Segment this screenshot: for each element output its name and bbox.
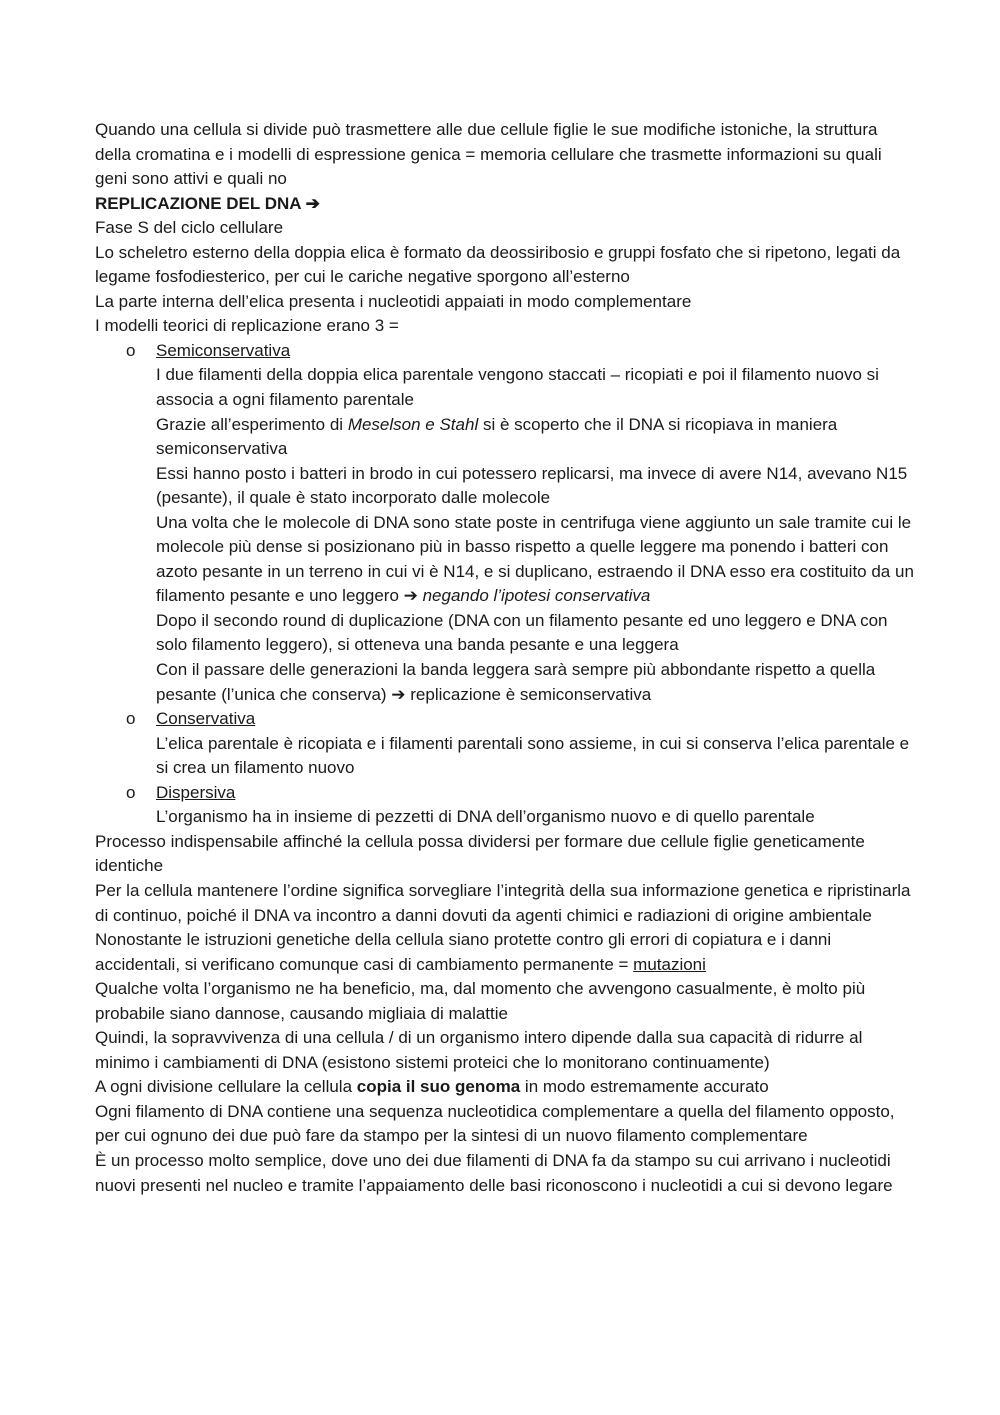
italic-text: negando l’ipotesi conservativa — [417, 586, 651, 606]
text-line: I modelli teorici di replicazione erano 3 = — [95, 316, 399, 336]
text-line: Processo indispensabile affinché la cellula possa dividersi per formare due cellule figlie geneticamente identiche — [95, 831, 865, 876]
intro-paragraph: Quando una cellula si divide può trasmettere alle due cellule figlie le sue modifiche istoniche, la struttura della cromatina e i modelli di espressione genica = memoria cellulare che trasmette informazioni su quali geni sono attivi e quali no — [95, 120, 882, 189]
bullet-icon: o — [126, 782, 136, 802]
arrow-right-icon: ➔ — [391, 684, 406, 704]
text-span: Una volta che le molecole di DNA sono state poste in centrifuga viene aggiunto un sale tramite cui le molecole più dense si posizionano più in basso rispetto a quelle leggere ma ponendo i batteri con azoto pesante in un terreno in cui vi è N14, e si duplicano, estraendo il DNA esso era costituito da un filamento pesante e uno leggero — [156, 512, 914, 606]
text-line: Dopo il secondo round di duplicazione (DNA con un filamento pesante ed uno leggero e DNA con solo filamento leggero), si otteneva una banda pesante e una leggera — [156, 610, 888, 655]
text-line: Essi hanno posto i batteri in brodo in cui potessero replicarsi, ma invece di avere N14, avevano N15 (pesante), il quale è stato incorporato dalle molecole — [156, 463, 908, 508]
italic-text: Meselson e Stahl — [347, 414, 479, 434]
text-line — [95, 1075, 915, 1100]
section-heading — [95, 192, 915, 217]
text-line — [95, 413, 915, 462]
text-line: Lo scheletro esterno della doppia elica è formato da deossiribosio e gruppi fosfato che si ripetono, legati da legame fosfodiesterico, per cui le cariche negative sporgono all’esterno — [95, 242, 901, 287]
list-item-title: Semiconservativa — [156, 340, 291, 360]
text-line: I due filamenti della doppia elica parentale vengono staccati – ricopiati e poi il filamento nuovo si associa a ogni filamento parentale — [156, 365, 879, 410]
text-span: Nonostante le istruzioni genetiche della cellula siano protette contro gli errori di copiatura e i danni accidentali, si verificano comunque casi di cambiamento permanente = — [95, 930, 832, 974]
bullet-icon: o — [126, 709, 136, 729]
heading-text: REPLICAZIONE DEL DNA — [95, 193, 301, 213]
list-item-dispersiva — [95, 781, 915, 806]
text-span: Grazie all’esperimento di — [156, 414, 348, 434]
text-line — [95, 658, 915, 707]
text-span: Con il passare delle generazioni la banda leggera sarà sempre più abbondante rispetto a quella pesante (l’unica che conserva) — [156, 660, 876, 704]
text-span: replicazione è semiconservativa — [405, 684, 652, 704]
document-page — [95, 118, 915, 1198]
text-line: Ogni filamento di DNA contiene una sequenza nucleotidica complementare a quella del filamento opposto, per cui ognuno dei due può fare da stampo per la sintesi di un nuovo filamento complementare — [95, 1101, 895, 1146]
text-line: L’organismo ha in insieme di pezzetti di DNA dell’organismo nuovo e di quello parentale — [156, 807, 815, 827]
underlined-text: mutazioni — [633, 954, 706, 974]
list-item-title: Conservativa — [156, 709, 256, 729]
text-line: Fase S del ciclo cellulare — [95, 218, 284, 238]
bullet-icon: o — [126, 340, 136, 360]
text-line — [95, 928, 915, 977]
list-item-title: Dispersiva — [156, 782, 236, 802]
text-span: in modo estremamente accurato — [520, 1077, 769, 1097]
text-span: si è scoperto che il DNA si ricopiava in maniera semiconservativa — [156, 414, 838, 459]
text-line: La parte interna dell’elica presenta i nucleotidi appaiati in modo complementare — [95, 291, 692, 311]
arrow-right-icon: ➔ — [305, 193, 320, 213]
list-item-conservativa — [95, 707, 915, 732]
list-item-semiconservativa — [95, 339, 915, 364]
text-line: Per la cellula mantenere l’ordine significa sorvegliare l’integrità della sua informazione genetica e ripristinarla di continuo, poiché il DNA va incontro a danni dovuti da agenti chimici e radiazioni di origine ambientale — [95, 880, 911, 925]
bold-text: copia il suo genoma — [356, 1077, 521, 1097]
arrow-right-icon: ➔ — [403, 586, 418, 606]
text-span: A ogni divisione cellulare la cellula — [95, 1077, 357, 1097]
text-line: L’elica parentale è ricopiata e i filamenti parentali sono assieme, in cui si conserva l’elica parentale e si crea un filamento nuovo — [156, 733, 910, 778]
text-line: Qualche volta l’organismo ne ha beneficio, ma, dal momento che avvengono casualmente, è molto più probabile siano dannose, causando migliaia di malattie — [95, 979, 866, 1023]
text-line — [95, 511, 915, 609]
text-line: Quindi, la sopravvivenza di una cellula / di un organismo intero dipende dalla sua capacità di ridurre al minimo i cambiamenti di DNA (esistono sistemi proteici che lo monitorano continuamente) — [95, 1028, 863, 1072]
text-line: È un processo molto semplice, dove uno dei due filamenti di DNA fa da stampo su cui arrivano i nucleotidi nuovi presenti nel nucleo e tramite l’appaiamento delle basi riconoscono i nucleotidi a cui si devono legare — [95, 1150, 893, 1195]
